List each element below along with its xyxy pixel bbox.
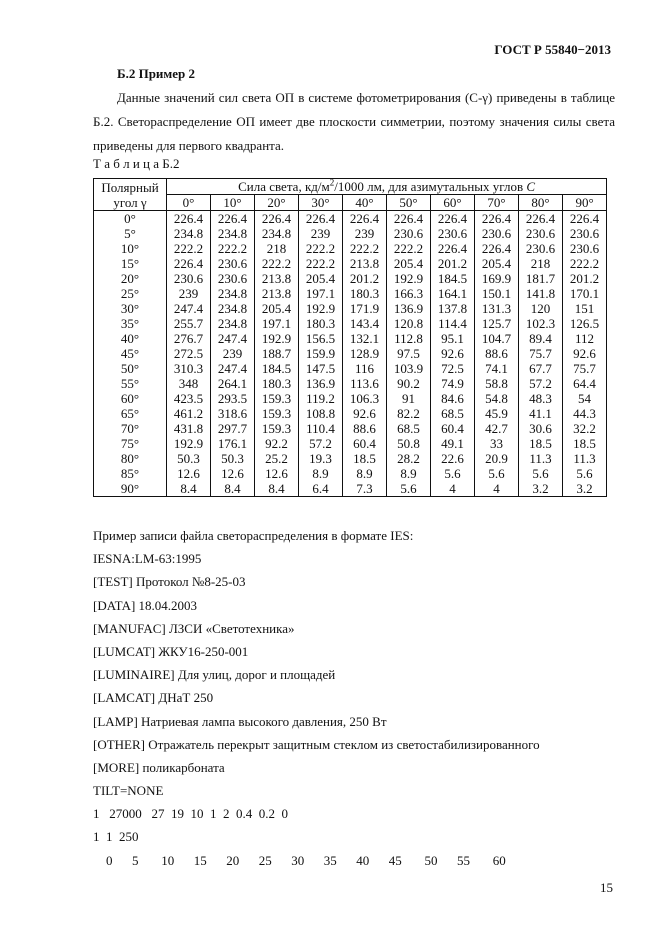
table-row (94, 241, 607, 256)
intensity-cell: 19.3 (299, 451, 343, 466)
page-number: 15 (600, 880, 613, 895)
section-paragraph: Данные значений сил света ОП в системе фотометрирования (C-γ) приведены в таблице Б.2. Светораспределение ОП имеет две плоскости симметрии, поэтому значения силы света приведены для первого квадранта. (93, 90, 615, 153)
intensity-cell: 218 (255, 241, 299, 256)
intensity-cell: 125.7 (475, 316, 519, 331)
intensity-cell: 192.9 (167, 436, 211, 451)
column-header: 10° (211, 195, 255, 211)
intensity-cell: 171.9 (343, 301, 387, 316)
intensity-cell: 25.2 (255, 451, 299, 466)
ies-line-3: [MANUFAC] ЛЗСИ «Светотехника» (93, 620, 295, 636)
intensity-cell: 12.6 (255, 466, 299, 481)
intensity-cell: 222.2 (563, 256, 607, 271)
intensity-cell: 222.2 (299, 241, 343, 256)
intensity-cell: 184.5 (431, 271, 475, 286)
intensity-cell: 11.3 (519, 451, 563, 466)
intensity-cell: 197.1 (255, 316, 299, 331)
column-header: 60° (431, 195, 475, 211)
table-row (94, 331, 607, 346)
ies-example (93, 528, 540, 876)
intensity-cell: 128.9 (343, 346, 387, 361)
intensity-cell: 112 (563, 331, 607, 346)
table-row (94, 376, 607, 391)
intensity-cell: 5.6 (563, 466, 607, 481)
intensity-cell: 136.9 (299, 376, 343, 391)
intensity-cell: 222.2 (299, 256, 343, 271)
ies-line-12: 1 1 250 (93, 829, 139, 845)
intensity-cell: 8.9 (343, 466, 387, 481)
intensity-cell: 103.9 (387, 361, 431, 376)
intensity-cell: 3.2 (519, 481, 563, 497)
intensity-cell: 8.9 (387, 466, 431, 481)
polar-angle-cell: 55° (94, 376, 167, 391)
intensity-cell: 205.4 (299, 271, 343, 286)
intensity-cell: 32.2 (563, 421, 607, 436)
polar-angle-cell: 15° (94, 256, 167, 271)
intensity-cell: 5.6 (475, 466, 519, 481)
intensity-cell: 222.2 (387, 241, 431, 256)
intensity-cell: 164.1 (431, 286, 475, 301)
intensity-cell: 201.2 (431, 256, 475, 271)
intensity-cell: 119.2 (299, 391, 343, 406)
intensity-cell: 57.2 (299, 436, 343, 451)
intensity-cell: 188.7 (255, 346, 299, 361)
ies-line-6: [LAMCAT] ДНаТ 250 (93, 690, 214, 706)
intensity-cell: 247.4 (167, 301, 211, 316)
intensity-cell: 102.3 (519, 316, 563, 331)
group-header-sup: 2 (329, 177, 335, 188)
intensity-cell: 91 (387, 391, 431, 406)
intensity-cell: 226.4 (343, 211, 387, 227)
intensity-cell: 226.4 (431, 211, 475, 227)
light-intensity-table-container (93, 178, 606, 497)
intensity-cell: 239 (343, 226, 387, 241)
section-title: Б.2 Пример 2 (117, 66, 196, 81)
intensity-cell: 180.3 (299, 316, 343, 331)
group-header-var: C (526, 179, 536, 194)
intensity-cell: 247.4 (211, 361, 255, 376)
intensity-cell: 461.2 (167, 406, 211, 421)
intensity-cell: 184.5 (255, 361, 299, 376)
intensity-cell: 136.9 (387, 301, 431, 316)
intensity-cell: 89.4 (519, 331, 563, 346)
intensity-cell: 141.8 (519, 286, 563, 301)
intensity-cell: 8.4 (167, 481, 211, 497)
table-row (94, 481, 607, 497)
intensity-cell: 5.6 (387, 481, 431, 497)
intensity-cell: 230.6 (519, 226, 563, 241)
polar-header-line2: угол γ (113, 194, 147, 210)
polar-angle-cell: 45° (94, 346, 167, 361)
intensity-cell: 50.3 (167, 451, 211, 466)
table-row (94, 346, 607, 361)
intensity-cell: 8.4 (211, 481, 255, 497)
table-row (94, 466, 607, 481)
intensity-cell: 230.6 (167, 271, 211, 286)
intensity-cell: 169.9 (475, 271, 519, 286)
intensity-cell: 150.1 (475, 286, 519, 301)
intensity-cell: 131.3 (475, 301, 519, 316)
intensity-cell: 213.8 (255, 286, 299, 301)
intensity-cell: 234.8 (211, 301, 255, 316)
intensity-cell: 181.7 (519, 271, 563, 286)
column-header: 80° (519, 195, 563, 211)
intensity-cell: 431.8 (167, 421, 211, 436)
intensity-cell: 82.2 (387, 406, 431, 421)
intensity-cell: 230.6 (211, 256, 255, 271)
intensity-cell: 226.4 (167, 256, 211, 271)
intensity-cell: 234.8 (167, 226, 211, 241)
ies-line-0: IESNA:LM-63:1995 (93, 551, 202, 567)
intensity-cell: 230.6 (475, 226, 519, 241)
intensity-cell: 310.3 (167, 361, 211, 376)
intensity-cell: 30.6 (519, 421, 563, 436)
intensity-cell: 50.8 (387, 436, 431, 451)
table-row (94, 421, 607, 436)
intensity-cell: 18.5 (519, 436, 563, 451)
polar-angle-cell: 90° (94, 481, 167, 497)
intensity-cell: 54.8 (475, 391, 519, 406)
intensity-cell: 143.4 (343, 316, 387, 331)
intensity-cell: 147.5 (299, 361, 343, 376)
polar-angle-cell: 20° (94, 271, 167, 286)
intensity-cell: 104.7 (475, 331, 519, 346)
intensity-cell: 41.1 (519, 406, 563, 421)
intensity-cell: 213.8 (343, 256, 387, 271)
intensity-cell: 205.4 (387, 256, 431, 271)
intensity-cell: 213.8 (255, 271, 299, 286)
polar-angle-cell: 50° (94, 361, 167, 376)
group-header-prefix: Сила света, кд/м (238, 179, 330, 194)
group-header-suffix: /1000 лм, для азимутальных углов (334, 179, 527, 194)
intensity-cell: 126.5 (563, 316, 607, 331)
ies-line-2: [DATA] 18.04.2003 (93, 597, 198, 613)
intensity-cell: 49.1 (431, 436, 475, 451)
intensity-cell: 92.2 (255, 436, 299, 451)
intensity-cell: 58.8 (475, 376, 519, 391)
intensity-cell: 92.6 (431, 346, 475, 361)
intensity-cell: 230.6 (431, 226, 475, 241)
intensity-cell: 264.1 (211, 376, 255, 391)
table-row (94, 226, 607, 241)
intensity-cell: 45.9 (475, 406, 519, 421)
intensity-cell: 72.5 (431, 361, 475, 376)
intensity-cell: 90.2 (387, 376, 431, 391)
intensity-cell: 230.6 (211, 271, 255, 286)
intensity-cell: 205.4 (475, 256, 519, 271)
ies-intro: Пример записи файла светораспределения в формате IES: (93, 528, 414, 543)
intensity-cell: 8.4 (255, 481, 299, 497)
intensity-cell: 230.6 (563, 241, 607, 256)
table-row (94, 211, 607, 227)
table-row (94, 256, 607, 271)
intensity-cell: 318.6 (211, 406, 255, 421)
intensity-cell: 170.1 (563, 286, 607, 301)
intensity-cell: 239 (167, 286, 211, 301)
intensity-cell: 226.4 (475, 241, 519, 256)
intensity-cell: 222.2 (255, 256, 299, 271)
polar-angle-cell: 60° (94, 391, 167, 406)
intensity-cell: 234.8 (255, 226, 299, 241)
intensity-cell: 48.3 (519, 391, 563, 406)
intensity-cell: 197.1 (299, 286, 343, 301)
intensity-cell: 272.5 (167, 346, 211, 361)
azimuth-group-header (167, 179, 607, 195)
intensity-cell: 11.3 (563, 451, 607, 466)
polar-angle-cell: 65° (94, 406, 167, 421)
intensity-cell: 239 (299, 226, 343, 241)
intensity-cell: 114.4 (431, 316, 475, 331)
polar-angle-cell: 30° (94, 301, 167, 316)
intensity-cell: 67.7 (519, 361, 563, 376)
intensity-cell: 92.6 (563, 346, 607, 361)
polar-angle-cell: 75° (94, 436, 167, 451)
intensity-cell: 166.3 (387, 286, 431, 301)
intensity-cell: 88.6 (475, 346, 519, 361)
intensity-cell: 75.7 (563, 361, 607, 376)
intensity-cell: 218 (519, 256, 563, 271)
intensity-cell: 276.7 (167, 331, 211, 346)
intensity-cell: 44.3 (563, 406, 607, 421)
intensity-cell: 159.9 (299, 346, 343, 361)
intensity-cell: 226.4 (519, 211, 563, 227)
table-row (94, 271, 607, 286)
intensity-cell: 68.5 (387, 421, 431, 436)
intensity-cell: 92.6 (343, 406, 387, 421)
intensity-cell: 60.4 (431, 421, 475, 436)
intensity-cell: 226.4 (167, 211, 211, 227)
ies-line-4: [LUMCAT] ЖКУ16-250-001 (93, 643, 249, 659)
table-row (94, 406, 607, 421)
ies-line-7: [LAMP] Натриевая лампа высокого давления, 250 Вт (93, 713, 387, 729)
intensity-cell: 4 (475, 481, 519, 497)
intensity-cell: 5.6 (519, 466, 563, 481)
intensity-cell: 423.5 (167, 391, 211, 406)
intensity-cell: 3.2 (563, 481, 607, 497)
intensity-cell: 226.4 (475, 211, 519, 227)
intensity-cell: 226.4 (211, 211, 255, 227)
intensity-cell: 18.5 (563, 436, 607, 451)
column-header: 0° (167, 195, 211, 211)
intensity-cell: 222.2 (343, 241, 387, 256)
intensity-cell: 22.6 (431, 451, 475, 466)
intensity-cell: 151 (563, 301, 607, 316)
intensity-cell: 293.5 (211, 391, 255, 406)
polar-header-line1: Полярный (101, 179, 159, 195)
intensity-cell: 201.2 (343, 271, 387, 286)
polar-angle-cell: 85° (94, 466, 167, 481)
table-row (94, 361, 607, 376)
polar-angle-cell: 10° (94, 241, 167, 256)
column-header: 70° (475, 195, 519, 211)
intensity-cell: 234.8 (211, 286, 255, 301)
intensity-cell: 64.4 (563, 376, 607, 391)
polar-angle-cell: 70° (94, 421, 167, 436)
table-row (94, 436, 607, 451)
intensity-cell: 222.2 (211, 241, 255, 256)
intensity-cell: 7.3 (343, 481, 387, 497)
table-row (94, 391, 607, 406)
intensity-cell: 110.4 (299, 421, 343, 436)
intensity-cell: 12.6 (167, 466, 211, 481)
intensity-cell: 226.4 (563, 211, 607, 227)
intensity-cell: 230.6 (563, 226, 607, 241)
intensity-cell: 116 (343, 361, 387, 376)
polar-angle-cell: 40° (94, 331, 167, 346)
intensity-cell: 230.6 (519, 241, 563, 256)
intensity-cell: 28.2 (387, 451, 431, 466)
intensity-cell: 348 (167, 376, 211, 391)
intensity-cell: 88.6 (343, 421, 387, 436)
intensity-cell: 120 (519, 301, 563, 316)
table-row (94, 316, 607, 331)
column-header: 40° (343, 195, 387, 211)
intensity-cell: 192.9 (299, 301, 343, 316)
polar-angle-cell: 25° (94, 286, 167, 301)
column-header: 90° (563, 195, 607, 211)
intensity-cell: 20.9 (475, 451, 519, 466)
intensity-cell: 112.8 (387, 331, 431, 346)
intensity-cell: 68.5 (431, 406, 475, 421)
polar-angle-cell: 5° (94, 226, 167, 241)
polar-angle-cell: 80° (94, 451, 167, 466)
intensity-cell: 137.8 (431, 301, 475, 316)
intensity-cell: 4 (431, 481, 475, 497)
column-header: 50° (387, 195, 431, 211)
intensity-cell: 230.6 (387, 226, 431, 241)
table-row (94, 286, 607, 301)
intensity-cell: 12.6 (211, 466, 255, 481)
column-header: 20° (255, 195, 299, 211)
intensity-cell: 159.3 (255, 406, 299, 421)
intensity-cell: 60.4 (343, 436, 387, 451)
intensity-cell: 205.4 (255, 301, 299, 316)
intensity-cell: 54 (563, 391, 607, 406)
intensity-cell: 226.4 (255, 211, 299, 227)
intensity-cell: 159.3 (255, 391, 299, 406)
intensity-cell: 192.9 (387, 271, 431, 286)
intensity-cell: 226.4 (387, 211, 431, 227)
intensity-cell: 75.7 (519, 346, 563, 361)
polar-angle-header (94, 179, 167, 211)
intensity-cell: 192.9 (255, 331, 299, 346)
ies-line-9: [MORE] поликарбоната (93, 759, 225, 775)
intensity-cell: 239 (211, 346, 255, 361)
polar-angle-cell: 35° (94, 316, 167, 331)
intensity-cell: 297.7 (211, 421, 255, 436)
intensity-cell: 8.9 (299, 466, 343, 481)
intensity-cell: 156.5 (299, 331, 343, 346)
column-header: 30° (299, 195, 343, 211)
intensity-cell: 222.2 (167, 241, 211, 256)
intensity-cell: 74.9 (431, 376, 475, 391)
intensity-cell: 176.1 (211, 436, 255, 451)
intensity-cell: 201.2 (563, 271, 607, 286)
intensity-cell: 5.6 (431, 466, 475, 481)
intensity-cell: 226.4 (431, 241, 475, 256)
ies-line-10: TILT=NONE (93, 783, 164, 799)
intensity-cell: 18.5 (343, 451, 387, 466)
intensity-cell: 247.4 (211, 331, 255, 346)
intensity-cell: 132.1 (343, 331, 387, 346)
intensity-cell: 113.6 (343, 376, 387, 391)
ies-line-1: [TEST] Протокол №8-25-03 (93, 574, 246, 590)
table-row (94, 301, 607, 316)
intensity-cell: 97.5 (387, 346, 431, 361)
intensity-cell: 84.6 (431, 391, 475, 406)
intensity-cell: 50.3 (211, 451, 255, 466)
intensity-cell: 6.4 (299, 481, 343, 497)
ies-line-5: [LUMINAIRE] Для улиц, дорог и площадей (93, 667, 336, 683)
intensity-cell: 106.3 (343, 391, 387, 406)
intensity-cell: 42.7 (475, 421, 519, 436)
intensity-cell: 180.3 (343, 286, 387, 301)
intensity-cell: 180.3 (255, 376, 299, 391)
ies-line-11: 1 27000 27 19 10 1 2 0.4 0.2 0 (93, 806, 288, 822)
table-row (94, 451, 607, 466)
light-intensity-table (93, 178, 607, 497)
intensity-cell: 255.7 (167, 316, 211, 331)
document-code: ГОСТ Р 55840−2013 (494, 42, 611, 57)
intensity-cell: 74.1 (475, 361, 519, 376)
table-caption: Т а б л и ц а Б.2 (93, 156, 180, 171)
polar-angle-cell: 0° (94, 211, 167, 227)
intensity-cell: 226.4 (299, 211, 343, 227)
intensity-cell: 234.8 (211, 226, 255, 241)
intensity-cell: 159.3 (255, 421, 299, 436)
intensity-cell: 108.8 (299, 406, 343, 421)
intensity-cell: 234.8 (211, 316, 255, 331)
ies-line-13: 0 5 10 15 20 25 30 35 40 45 50 55 60 (93, 852, 506, 868)
ies-line-8: [OTHER] Отражатель перекрыт защитным стеклом из светостабилизированного (93, 736, 540, 752)
intensity-cell: 57.2 (519, 376, 563, 391)
intensity-cell: 120.8 (387, 316, 431, 331)
intensity-cell: 95.1 (431, 331, 475, 346)
intensity-cell: 33 (475, 436, 519, 451)
